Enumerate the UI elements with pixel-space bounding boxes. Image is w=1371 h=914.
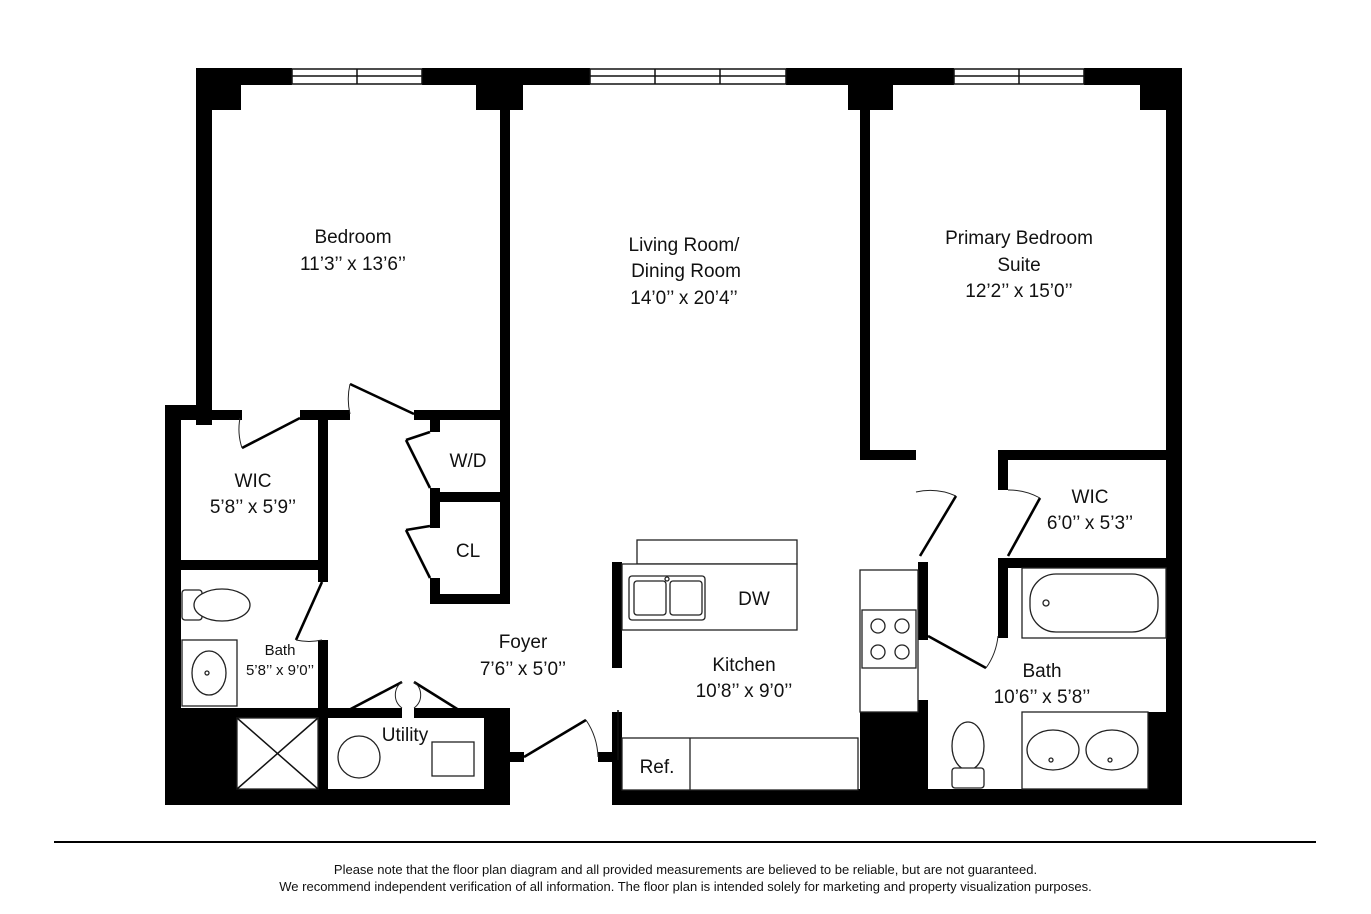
dw-label: DW [738, 589, 770, 610]
bedroom-dims: 11’3’’ x 13’6’’ [300, 254, 406, 275]
disclaimer-line-2: We recommend independent verification of all information. The floor plan is intended solely for marketing and property visualization purposes. [279, 879, 1092, 894]
wic-left-dims: 5’8’’ x 5’9’’ [209, 497, 297, 518]
disclaimer-line-1: Please note that the floor plan diagram and all provided measurements are believed to be reliable, but are not guaranteed. [333, 862, 1038, 877]
living-name-line2: Dining Room [631, 261, 741, 282]
primary-dims: 12’2’’ x 15’0’’ [965, 281, 1073, 302]
utility-label: Utility [381, 725, 429, 746]
primary-name-line2: Suite [997, 255, 1041, 276]
bedroom-name: Bedroom [314, 227, 392, 248]
footer-divider [54, 841, 1316, 843]
bath-left-name: Bath [264, 642, 296, 659]
bath-right-name: Bath [1022, 661, 1062, 682]
foyer-name: Foyer [498, 632, 548, 653]
wic-right-name: WIC [1071, 487, 1109, 508]
kitchen-dims: 10’8’’ x 9’0’’ [695, 681, 793, 702]
ref-label: Ref. [639, 757, 675, 778]
bath-right-dims: 10’6’’ x 5’8’’ [993, 687, 1091, 708]
bath-left-dims: 5’8’’ x 9’0’’ [245, 662, 315, 679]
living-dims: 14’0’’ x 20’4’’ [630, 288, 738, 309]
wic-right-dims: 6’0’’ x 5’3’’ [1046, 513, 1134, 534]
room-labels [210, 227, 1133, 778]
primary-name-line1: Primary Bedroom [945, 228, 1093, 249]
living-name-line1: Living Room/ [628, 235, 740, 256]
wic-left-name: WIC [234, 471, 272, 492]
fixtures [182, 540, 1166, 790]
cl-label: CL [455, 541, 481, 562]
kitchen-name: Kitchen [712, 655, 776, 676]
foyer-dims: 7’6’’ x 5’0’’ [479, 659, 567, 680]
wd-label: W/D [449, 451, 487, 472]
